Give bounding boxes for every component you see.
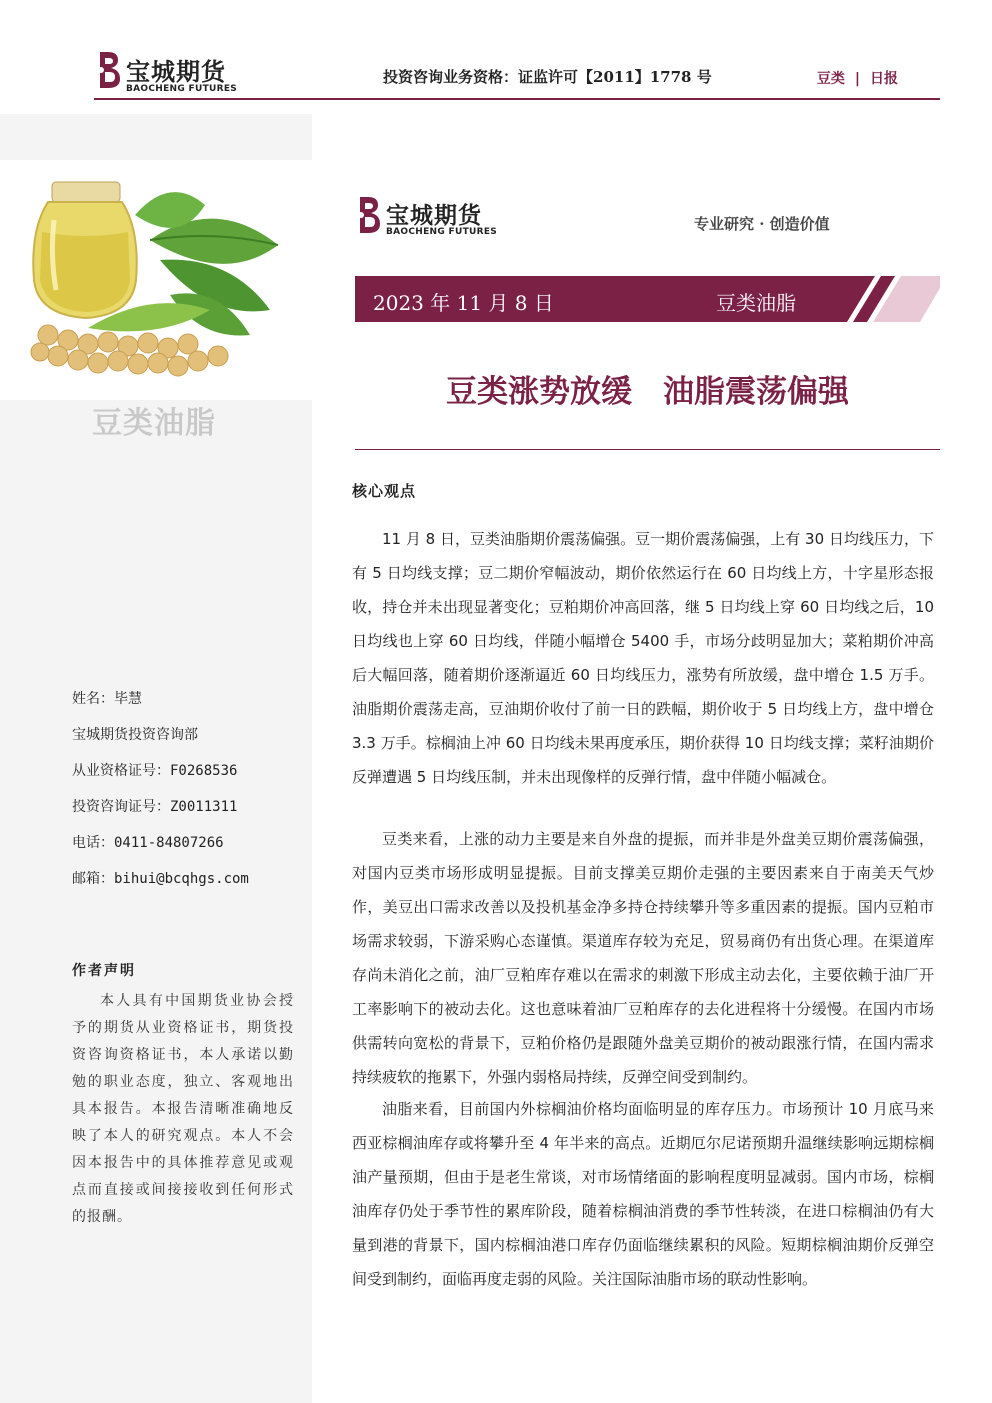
report-title: 豆类涨势放缓 油脂震荡偏强 [446,374,849,410]
author-qualification: 从业资格证号：F0268536 [72,763,238,779]
banner-topic: 豆类油脂 [716,291,796,315]
title-divider [355,449,940,450]
header-logo-text: 宝城期货 [126,57,226,86]
license-text: 投资咨询业务资格：证监许可【2011】1778 号 [383,68,712,86]
body-paragraph: 豆类来看，上涨的动力主要是来自外盘的提振，而并非是外盘美豆期价震荡偏强，对国内豆类市场形成明显提振。目前支撑美豆期价走强的主要因素来自于南美天气炒作，美豆出口需求改善以及投机基金净多持仓持续攀升等多重因素的提振。国内豆粕市场需求较弱，下游采购心态谨慎。渠道库存较为充足，贸易商仍有出货心理。在渠道库存尚未消化之前，油厂豆粕库存难以在需求的刺激下形成主动去化，主要依赖于油厂开工率影响下的被动去化。这也意味着油厂豆粕库存的去化进程将十分缓慢。在国内市场供需转向宽松的背景下，豆粕价格仍是跟随外盘美豆期价的被动跟涨行情，在国内需求持续疲软的拖累下，外强内弱格局持续，反弹空间受到制约。 [352,830,934,1086]
disclaimer-title: 作者声明 [72,963,136,979]
baocheng-logo-icon [96,50,122,90]
header-logo [96,50,256,102]
brand-logo [356,195,526,241]
category-label: 豆类 [816,71,845,87]
core-view-heading: 核心观点 [352,482,417,500]
author-consulting-license: 投资咨询证号：Z0011311 [72,799,238,815]
author-department: 宝城期货投资咨询部 [72,727,198,743]
report-date: 2023 年 11 月 8 日 [373,291,554,315]
author-name: 姓名：毕慧 [72,691,142,707]
brand-logo-english: BAOCHENG FUTURES [386,227,498,237]
brand-logo-text: 宝城期货 [386,202,482,229]
soybean-oil-image [0,160,312,400]
disclaimer-text: 本人具有中国期货业协会授予的期货从业资格证书，期货投资咨询资格证书，本人承诺以勤勉的职业态度，独立、客观地出具本报告。本报告清晰准确地反映了本人的研究观点。本人不会因本报告中的具体推荐意见或观点而直接或间接接收到任何形式的报酬。 [72,993,294,1225]
author-email: 邮箱：bihui@bcqhgs.com [72,871,249,887]
brand-slogan: 专业研究 · 创造价值 [694,215,830,233]
category-separator: | [854,71,860,87]
baocheng-logo-icon [356,195,382,235]
sidebar-topic-label: 豆类油脂 [92,406,216,441]
author-info [72,688,249,904]
header-logo-english: BAOCHENG FUTURES [126,84,238,94]
author-phone: 电话：0411-84807266 [72,835,224,851]
header-divider [94,98,940,100]
report-category [817,68,898,88]
report-type-label: 日报 [870,71,898,87]
body-paragraph: 11 月 8 日，豆类油脂期价震荡偏强。豆一期价震荡偏强，上有 30 日均线压力，下有 5 日均线支撑；豆二期价窄幅波动，期价依然运行在 60 日均线上方，十字星形态报收，持仓并未出现显著变化；豆粕期价冲高回落，继 5 日均线上穿 60 日均线之后，10 日均线也上穿 60 日均线，伴随小幅增仓 5400 手，市场分歧明显加大；菜粕期价冲高后大幅回落，随着期价逐渐逼近 60 日均线压力，涨势有所放缓，盘中增仓 1.5 万手。油脂期价震荡走高，豆油期价收付了前一日的跌幅，期价收于 5 日均线上方，盘中增仓 3.3 万手。棕榈油上冲 60 日均线未果再度承压，期价获得 10 日均线支撑；菜籽油期价反弹遭遇 5 日均线压制，并未出现像样的反弹行情，盘中伴随小幅减仓。 [352,530,934,786]
body-paragraph: 油脂来看，目前国内外棕榈油价格均面临明显的库存压力。市场预计 10 月底马来西亚棕榈油库存或将攀升至 4 年半来的高点。近期厄尔尼诺预期升温继续影响远期棕榈油产量预期，但由于是老生常谈，对市场情绪面的影响程度明显减弱。国内市场，棕榈油库存仍处于季节性的累库阶段，随着棕榈油消费的季节性转淡，在进口棕榈油仍有大量到港的背景下，国内棕榈油港口库存仍面临继续累积的风险。短期棕榈油期价反弹空间受到制约，面临再度走弱的风险。关注国际油脂市场的联动性影响。 [352,1100,934,1288]
soybean-oil-illustration [0,160,312,400]
